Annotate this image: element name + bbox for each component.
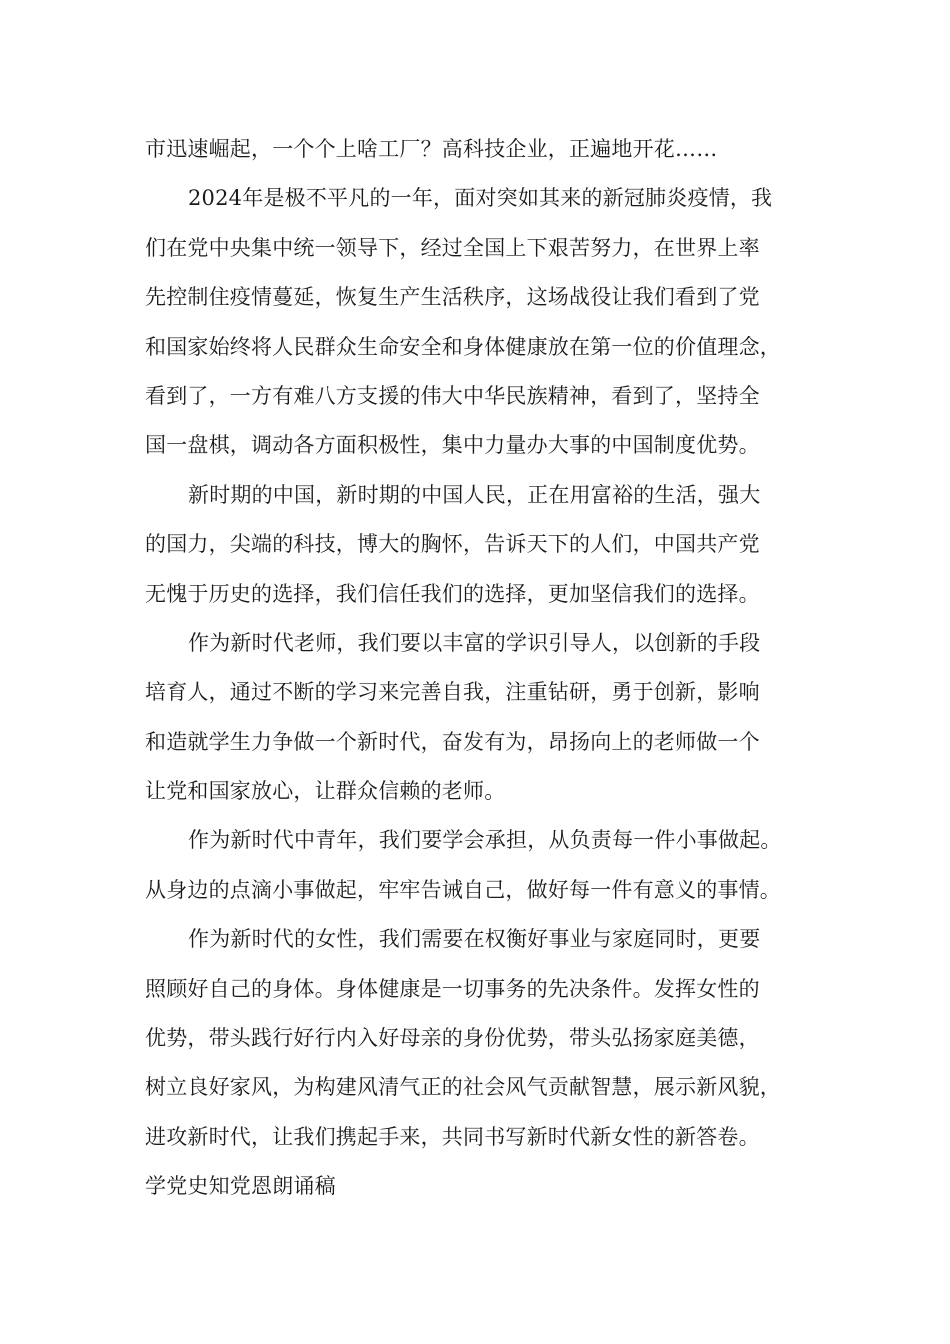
text-line: 从身边的点滴小事做起，牢牢告诫自己，做好每一件有意义的事情。: [145, 877, 781, 902]
text-line: 进攻新时代，让我们携起手来，共同书写新时代新女性的新答卷。: [145, 1124, 760, 1149]
document-body: [145, 125, 815, 1212]
text-line: 2024年是极不平凡的一年，面对突如其来的新冠肺炎疫情，我: [188, 186, 773, 211]
text-line: 让党和国家放心，让群众信赖的老师。: [145, 779, 506, 804]
text-line: 作为新时代中青年，我们要学会承担，从负责每一件小事做起。: [188, 828, 782, 853]
text-line: 无愧于历史的选择，我们信任我们的选择，更加坚信我们的选择。: [145, 581, 760, 606]
text-line: 和国家始终将人民群众生命安全和身体健康放在第一位的价值理念，: [145, 334, 781, 359]
text-line: 的国力，尖端的科技，博大的胸怀，告诉天下的人们，中国共产党: [145, 532, 760, 557]
text-line: 和造就学生力争做一个新时代，奋发有为，昂扬向上的老师做一个: [145, 729, 760, 754]
text-line: 们在党中央集中统一领导下，经过全国上下艰苦努力，在世界上率: [145, 235, 760, 260]
text-line: 学党史知党恩朗诵稿: [145, 1174, 336, 1199]
text-line: 新时期的中国，新时期的中国人民，正在用富裕的生活，强大: [188, 482, 761, 507]
text-line: 优势，带头践行好行内入好母亲的身份优势，带头弘扬家庭美德，: [145, 1026, 760, 1051]
text-line: 照顾好自己的身体。身体健康是一切事务的先决条件。发挥女性的: [145, 976, 760, 1001]
text-line: 国一盘棋，调动各方面积极性，集中力量办大事的中国制度优势。: [145, 433, 760, 458]
text-line: 市迅速崛起，一个个上啥工厂？高科技企业，正遍地开花……: [145, 137, 718, 161]
text-line: 看到了，一方有难八方支援的伟大中华民族精神，看到了，坚持全: [145, 383, 760, 408]
text-line: 作为新时代的女性，我们需要在权衡好事业与家庭同时，更要: [188, 927, 761, 952]
text-line: 作为新时代老师，我们要以丰富的学识引导人，以创新的手段: [188, 630, 761, 655]
text-line: 先控制住疫情蔓延，恢复生产生活秩序，这场战役让我们看到了党: [145, 285, 760, 310]
text-line: 树立良好家风，为构建风清气正的社会风气贡献智慧，展示新风貌，: [145, 1075, 781, 1100]
text-line: 培育人，通过不断的学习来完善自我，注重钻研，勇于创新，影响: [145, 680, 760, 705]
